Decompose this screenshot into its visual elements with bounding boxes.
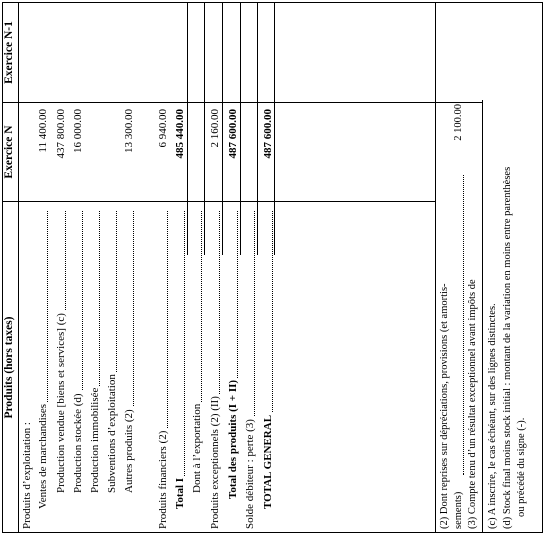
row-leader	[184, 211, 185, 501]
row-value-n: 13 300.00	[123, 109, 135, 153]
footnote-divider-2	[482, 100, 483, 533]
row-label: Solde débiteur : perte (3)	[244, 419, 256, 529]
header-label: Produits (hors taxes)	[3, 316, 15, 419]
row-value-n: 6 940.00	[157, 109, 169, 148]
row-label: Subventions d’exploitation	[106, 374, 118, 493]
row-value-n: 487 600.00	[227, 109, 239, 159]
row-value-n: 437 800.00	[55, 109, 67, 159]
footnote-divider	[435, 2, 436, 533]
row-rule	[257, 2, 258, 255]
frame-bottom	[542, 2, 543, 533]
row-label: Total I	[174, 477, 186, 509]
row-label: Produits d’exploitation :	[21, 422, 33, 529]
frame-right	[2, 2, 543, 3]
row-label: Dont à l’exportation	[191, 403, 203, 493]
header-exercice-n: Exercice N	[3, 125, 15, 179]
footnote-d-line1: (d) Stock final moins stock initial : montant de la variation en moins entre parenthèses	[502, 166, 513, 529]
footnote-2-leader	[463, 175, 464, 475]
footnote-d-line2: ou précédé du signe (-).	[516, 417, 527, 517]
row-label: Ventes de marchandises	[37, 403, 49, 509]
row-value-n: 485 440.00	[174, 109, 186, 159]
row-label: Total des produits (I + II)	[227, 379, 239, 499]
frame-left	[2, 532, 543, 533]
row-value-n: 11 400.00	[37, 109, 49, 153]
row-rule	[187, 2, 188, 255]
row-label: Production immobilisée	[89, 387, 101, 493]
col-divider-2	[2, 102, 435, 103]
row-value-n: 2 160.00	[209, 109, 221, 148]
row-label: Produits financiers (2)	[157, 430, 169, 529]
row-label: Produits exceptionnels (2) (II)	[209, 396, 221, 529]
row-rule	[222, 2, 223, 255]
col-divider-1	[2, 201, 435, 202]
footnote-c: (c) A inscrire, le cas échéant, sur des lignes distinctes.	[487, 303, 498, 529]
row-value-n: 16 000.00	[72, 109, 84, 153]
row-label: Production vendue [biens et services] (c)	[55, 313, 67, 493]
header-exercice-n1: Exercice N-1	[3, 21, 15, 84]
row-value-n: 487 600.00	[262, 109, 274, 159]
row-rule	[274, 2, 275, 255]
footnote-2-value: 2 100.00	[453, 104, 464, 141]
footnote-col-divider	[435, 102, 482, 103]
row-label: Autres produits (2)	[123, 409, 135, 493]
row-label: TOTAL GENERAL	[262, 414, 274, 509]
row-rule	[204, 2, 205, 255]
footnote-3: (3) Compte tenu d’un résultat exceptionnel avant impôts de	[467, 279, 478, 529]
footnote-2-line2: sements)	[453, 491, 464, 529]
footnote-2-line1: (2) Dont reprises sur dépréciations, provisions (et amortis-	[439, 283, 450, 529]
row-rule	[240, 2, 241, 255]
header-divider	[18, 2, 19, 533]
row-label: Production stockée (d)	[72, 393, 84, 493]
